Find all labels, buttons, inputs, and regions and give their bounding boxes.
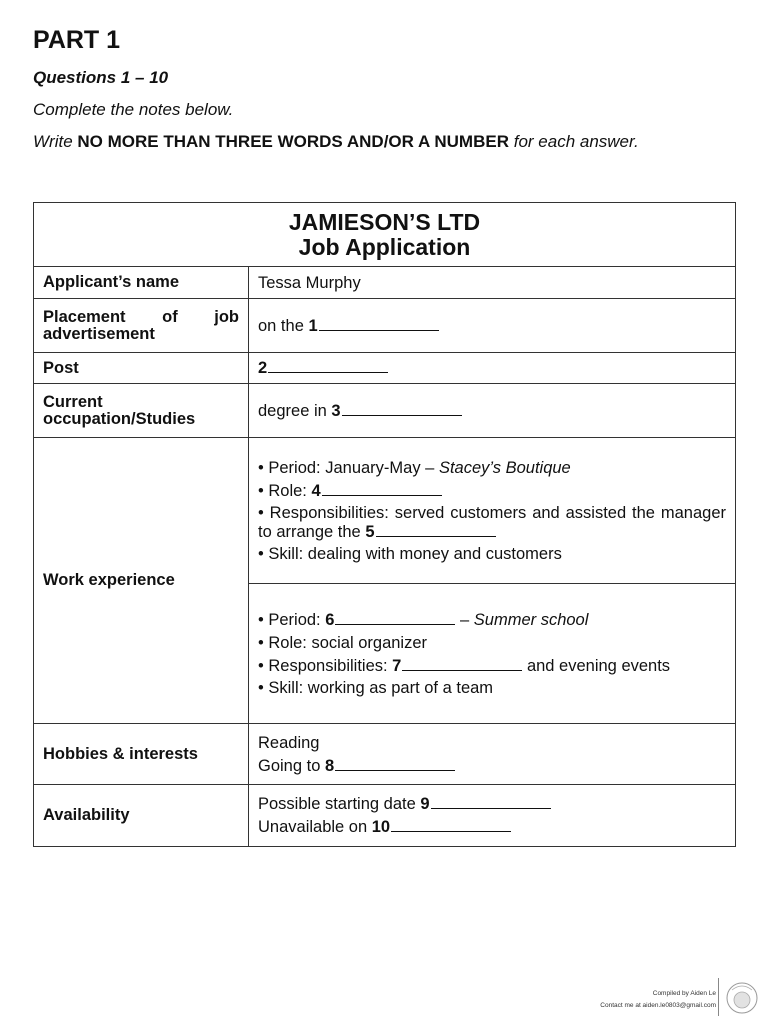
occupation-prefix: degree in: [258, 401, 332, 420]
availability-value: [249, 785, 736, 847]
work1-role-prefix: • Role:: [258, 481, 312, 500]
work1-responsibilities: [258, 504, 726, 541]
placement-value: [249, 299, 736, 353]
form-title: Job Application: [298, 233, 471, 260]
work1-period-prefix: • Period: January-May –: [258, 458, 439, 477]
hobby-reading: Reading: [258, 733, 320, 752]
answer-blank-6[interactable]: [335, 610, 455, 625]
availability-label: Availability: [34, 785, 249, 847]
work2-period-place: Summer school: [473, 610, 589, 629]
question-number-4: 4: [311, 481, 321, 500]
work2-resp-prefix: • Responsibilities:: [258, 656, 393, 675]
hobby-going-to: [258, 756, 726, 776]
post-value: [249, 353, 736, 384]
job-application-form: [33, 202, 736, 847]
footer-compiled: Compiled by Aiden Le: [652, 990, 716, 997]
company-name: JAMIESON’S LTD: [288, 208, 481, 235]
work2-period: [258, 610, 726, 630]
question-number-1: 1: [308, 316, 318, 335]
instruction-post: for each answer.: [509, 132, 639, 151]
question-number-9: 9: [420, 795, 430, 813]
instruction-bold: NO MORE THAN THREE WORDS AND/OR A NUMBER: [77, 132, 509, 151]
work2-period-dash: –: [455, 610, 474, 629]
work1-period: [258, 458, 726, 478]
answer-blank-7[interactable]: [402, 656, 522, 671]
question-number-5: 5: [365, 522, 375, 541]
question-number-10: 10: [371, 818, 391, 836]
seal-logo-icon: [724, 980, 760, 1016]
work1-role: [258, 481, 726, 501]
hobbies-value: [249, 724, 736, 785]
answer-blank-5[interactable]: [376, 522, 496, 537]
question-number-3: 3: [331, 401, 341, 420]
availability-unavailable: [258, 817, 726, 837]
avail1-prefix: Possible starting date: [258, 795, 421, 813]
answer-blank-8[interactable]: [335, 756, 455, 771]
occupation-label: Current occupation/Studies: [34, 384, 249, 438]
question-number-2: 2: [258, 359, 268, 377]
occupation-value: [249, 384, 736, 438]
placement-prefix: on the: [258, 316, 309, 335]
work1-period-place: Stacey’s Boutique: [438, 458, 571, 477]
work2-skill: • Skill: working as part of a team: [258, 678, 494, 697]
work2-responsibilities: [258, 656, 726, 675]
instruction-word-limit: [33, 132, 639, 152]
post-label: Post: [34, 353, 249, 384]
part-title: PART 1: [33, 26, 121, 54]
question-number-7: 7: [392, 656, 402, 675]
answer-blank-10[interactable]: [391, 817, 511, 832]
footer-credits: [600, 988, 716, 1012]
questions-range: Questions 1 – 10: [33, 68, 169, 87]
work-experience-1: [249, 438, 736, 584]
footer-contact: Contact me at aiden.le0803@gmail.com: [600, 1002, 716, 1009]
avail2-prefix: Unavailable on: [258, 818, 372, 836]
work-experience-2: [249, 584, 736, 724]
hobbies-label: Hobbies & interests: [34, 724, 249, 785]
work2-resp-suffix: and evening events: [522, 656, 671, 675]
applicant-value: Tessa Murphy: [249, 267, 736, 299]
footer-divider: [718, 978, 719, 1016]
question-number-8: 8: [324, 756, 335, 775]
work-experience-label: Work experience: [34, 438, 249, 724]
applicant-label: Applicant’s name: [34, 267, 249, 299]
answer-blank-4[interactable]: [322, 481, 442, 496]
answer-blank-1[interactable]: [319, 316, 439, 331]
work2-period-prefix: • Period:: [258, 610, 326, 629]
instruction-complete: Complete the notes below.: [33, 100, 234, 119]
answer-blank-3[interactable]: [342, 401, 462, 416]
question-number-6: 6: [325, 610, 335, 629]
answer-blank-2[interactable]: [268, 358, 388, 373]
placement-label: Placement of job advertisement: [34, 299, 249, 353]
answer-blank-9[interactable]: [431, 794, 551, 809]
hobby2-prefix: Going to: [258, 756, 325, 775]
work1-skill: • Skill: dealing with money and customers: [258, 544, 562, 563]
work1-resp-text: • Responsibilities: served customers and assisted the manager to arrange the: [258, 503, 726, 541]
form-header: [34, 203, 736, 267]
instruction-pre: Write: [33, 132, 78, 151]
availability-start: [258, 794, 726, 814]
work2-role: • Role: social organizer: [258, 633, 428, 652]
